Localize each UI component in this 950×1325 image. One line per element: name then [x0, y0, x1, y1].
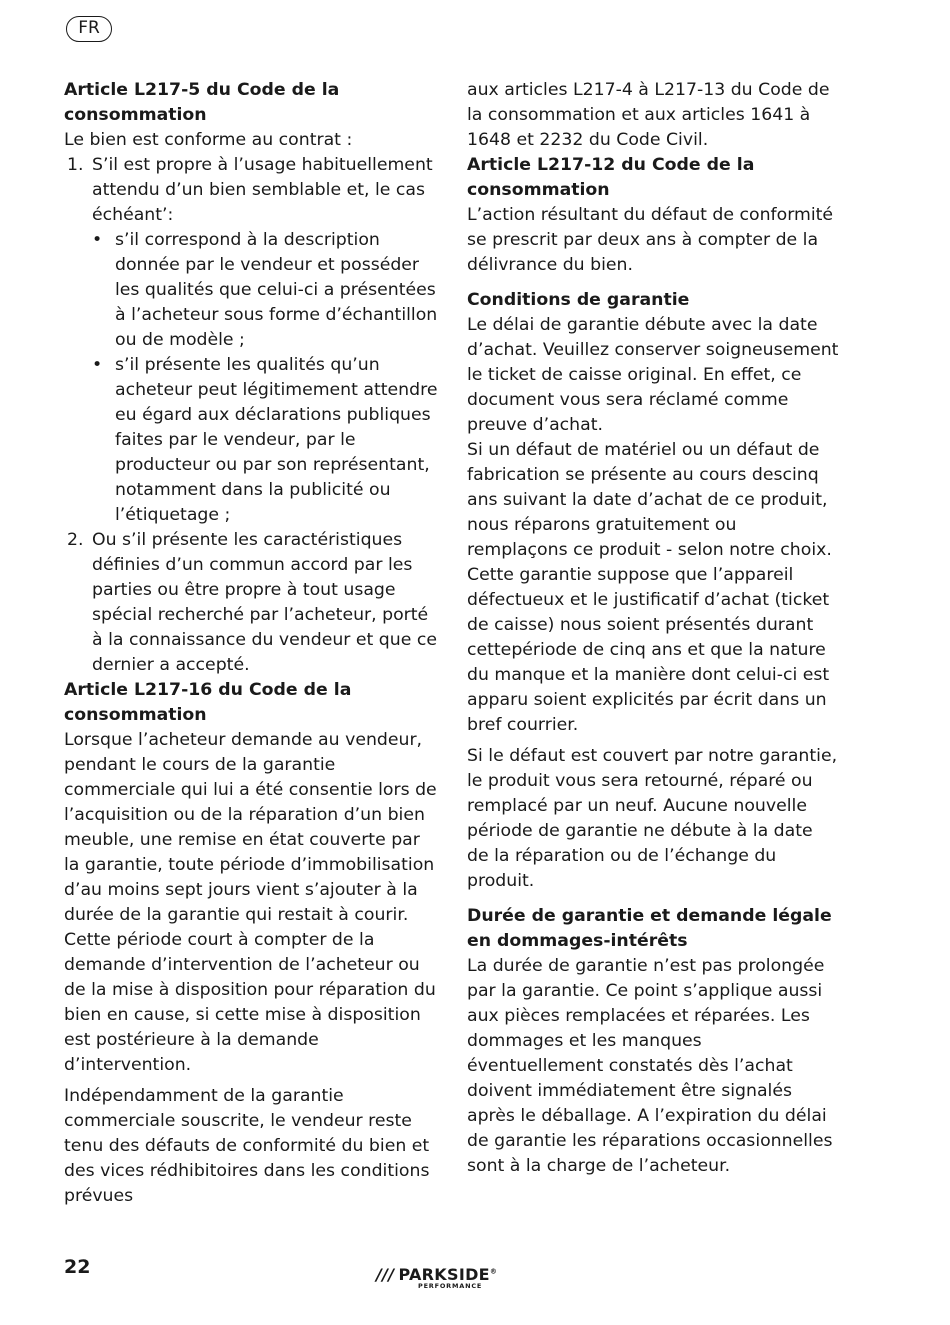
list-item: [64, 528, 440, 678]
bullet-icon: •: [92, 355, 103, 375]
section-title-l217-5: Article L217-5 du Code de la consommation: [64, 80, 340, 125]
section-intro: Le bien est conforme au contrat :: [64, 130, 353, 150]
numbered-list: [64, 153, 440, 678]
right-column: [467, 78, 839, 1179]
section-title-duree: Durée de garantie et demande légale en dommages-intérêts: [467, 906, 832, 951]
list-item-text: S’il est propre à l’usage habituellement attendu d’un bien semblable et, le cas échéant’:: [92, 155, 433, 225]
paragraph: Si un défaut de matériel ou un défaut de fabrication se présente au cours descinq ans suivant la date d’achat de ce produit, nous réparons gratuitement ou remplaçons ce produit - selon notre choix. Cette garantie suppose que l’appareil défectueux et le justificatif d’achat (ticket de caisse) nous soient présentés durant cettepériode de cinq ans et que la nature du manque et la manière dont celui-ci est apparu soient explicités par écrit dans un bref courrier.: [467, 440, 832, 735]
paragraph-continuation: aux articles L217-4 à L217-13 du Code de la consommation et aux articles 1641 à 1648 et 2232 du Code Civil.: [467, 80, 830, 150]
left-column: [64, 78, 440, 1209]
section-title-l217-16: Article L217-16 du Code de la consommation: [64, 680, 352, 725]
list-item: [64, 153, 440, 528]
list-item-text: Ou s’il présente les caractéristiques définies d’un commun accord par les parties ou être propre à tout usage spécial recherché par l’acheteur, porté à la connaissance du vendeur et que ce dernier a accepté.: [92, 530, 437, 675]
bullet-icon: •: [92, 230, 103, 250]
parkside-logo: [376, 1265, 497, 1290]
logo-slashes: ///: [376, 1265, 395, 1284]
paragraph: Indépendamment de la garantie commerciale souscrite, le vendeur reste tenu des défauts de conformité du bien et des vices rédhibitoires dans les conditions prévues: [64, 1086, 430, 1206]
bullet-list: [92, 228, 440, 528]
paragraph: La durée de garantie n’est pas prolongée par la garantie. Ce point s’applique aussi aux pièces remplacées et réparées. Les dommages et les manques éventuellement constatés dès l’achat doivent immédiatement être signalés après le déballage. A l’expiration du délai de garantie les réparations occasionnelles sont à la charge de l’acheteur.: [467, 956, 833, 1176]
list-number: 2.: [67, 530, 84, 550]
paragraph: Le délai de garantie débute avec la date d’achat. Veuillez conserver soigneusement le ticket de caisse original. En effet, ce document vous sera réclamé comme preuve d’achat.: [467, 315, 839, 435]
logo-subtitle: PERFORMANCE: [418, 1282, 483, 1290]
bullet-text: s’il présente les qualités qu’un acheteur peut légitimement attendre eu égard aux déclarations publiques faites par le vendeur, par le producteur ou par son représentant, notamment dans la publicité ou l’étiquetage ;: [115, 355, 438, 525]
language-badge: FR: [66, 16, 112, 42]
paragraph: L’action résultant du défaut de conformité se prescrit par deux ans à compter de la délivrance du bien.: [467, 205, 834, 275]
logo-brand: PARKSIDE: [398, 1265, 490, 1284]
bullet-text: s’il correspond à la description donnée par le vendeur et posséder les qualités que celui-ci a présentées à l’acheteur sous forme d’échantillon ou de modèle ;: [115, 230, 438, 350]
bullet-item: [92, 228, 440, 353]
section-title-l217-12: Article L217-12 du Code de la consommation: [467, 155, 755, 200]
bullet-item: [92, 353, 440, 528]
section-title-conditions: Conditions de garantie: [467, 290, 690, 310]
page-number: 22: [64, 1256, 91, 1278]
list-number: 1.: [67, 155, 84, 175]
registered-mark: ®: [489, 1267, 498, 1276]
paragraph: Lorsque l’acheteur demande au vendeur, pendant le cours de la garantie commerciale qui lui a été consentie lors de l’acquisition ou de la réparation d’un bien meuble, une remise en état couverte par la garantie, toute période d’immobilisation d’au moins sept jours vient s’ajouter à la durée de la garantie qui restait à courir. Cette période court à compter de la demande d’intervention de l’acheteur ou de la mise à disposition pour réparation du bien en cause, si cette mise à disposition est postérieure à la demande d’intervention.: [64, 730, 437, 1075]
paragraph: Si le défaut est couvert par notre garantie, le produit vous sera retourné, réparé ou remplacé par un neuf. Aucune nouvelle période de garantie ne débute à la date de la réparation ou de l’échange du produit.: [467, 746, 838, 891]
